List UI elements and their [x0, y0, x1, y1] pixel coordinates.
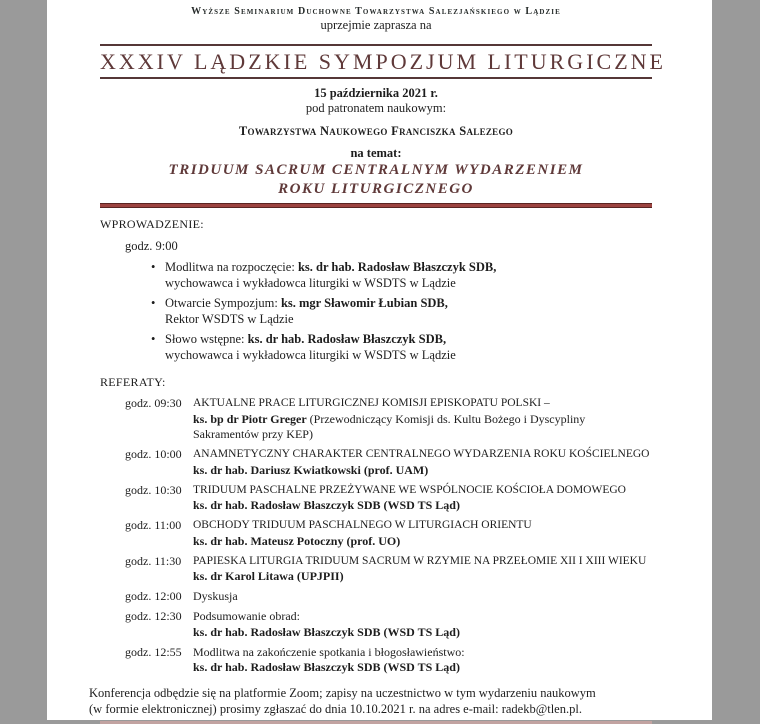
talk-body — [193, 483, 652, 514]
talk-title: Podsumowanie obrad: — [193, 609, 300, 623]
introduction-item — [165, 296, 652, 327]
talk-time: godz. 10:30 — [125, 482, 182, 497]
document-page — [47, 0, 712, 720]
talk-time: godz. 09:30 — [125, 396, 182, 410]
talk-title: OBCHODY TRIDUUM PASCHALNEGO W LITURGIACH ORIENTU — [193, 519, 532, 531]
talk-time: godz. 12:00 — [125, 589, 182, 603]
topic-line-1: TRIDUUM SACRUM CENTRALNYM WYDARZENIEM — [168, 162, 584, 178]
talk-body — [193, 447, 652, 478]
section-divider-rule — [100, 203, 652, 208]
introduction-heading: WPROWADZENIE: — [100, 217, 204, 231]
talk-speaker: ks. dr hab. Radosław Błaszczyk SDB (WSD TS Ląd) — [193, 498, 460, 512]
footer-note-line-1: Konferencja odbędzie się na platformie Zoom; zapisy na uczestnictwo w tym wydarzeniu naukowym — [89, 685, 596, 700]
topic-intro: na temat: — [350, 146, 402, 160]
patronage-intro: pod patronatem naukowym: — [305, 101, 447, 115]
talks-schedule — [125, 396, 652, 676]
talk-speaker: ks. dr hab. Dariusz Kwiatkowski (prof. UAM) — [193, 462, 429, 477]
invitation-line: uprzejmie zaprasza na — [320, 18, 432, 32]
introduction-item — [165, 332, 652, 363]
talk-title: AKTUALNE PRACE LITURGICZNEJ KOMISJI EPISKOPATU POLSKI – — [193, 397, 550, 409]
talk-body — [193, 589, 652, 605]
talk-speaker: ks. dr hab. Mateusz Potoczny (prof. UO) — [193, 533, 401, 548]
talk-body — [193, 518, 652, 549]
talk-speaker: ks. dr hab. Radosław Błaszczyk SDB (WSD TS Ląd) — [193, 660, 460, 674]
bottom-divider-rule — [100, 721, 652, 724]
symposium-date: 15 października 2021 r. — [314, 86, 438, 100]
item-speaker: ks. dr hab. Radosław Błaszczyk SDB, — [247, 332, 447, 346]
footer-note — [89, 685, 663, 717]
introduction-time: godz. 9:00 — [125, 239, 178, 253]
talk-body — [193, 645, 652, 676]
item-detail: wychowawca i wykładowca liturgiki w WSDTS w Lądzie — [165, 275, 456, 290]
symposium-title: XXXIV LĄDZKIE SYMPOZJUM LITURGICZNE — [100, 49, 666, 74]
item-speaker: ks. dr hab. Radosław Błaszczyk SDB, — [297, 260, 497, 274]
document-content — [47, 0, 712, 724]
talk-time: godz. 11:30 — [125, 553, 182, 568]
speaker-name: ks. bp dr Piotr Greger — [193, 411, 307, 426]
talk-title: ANAMNETYCZNY CHARAKTER CENTRALNEGO WYDARZENIA ROKU KOŚCIELNEGO — [193, 448, 650, 460]
topic-line-2: ROKU LITURGICZNEGO — [278, 181, 474, 197]
talk-time: godz. 12:55 — [125, 644, 182, 659]
speaker-affiliation: (Przewodniczący Komisji ds. Kultu Bożego i Dyscypliny Sakramentów przy KEP) — [193, 411, 586, 441]
patron-name: Towarzystwa Naukowego Franciszka Salezego — [238, 124, 514, 138]
introduction-item — [165, 260, 652, 291]
talk-title: PAPIESKA LITURGIA TRIDUUM SACRUM W RZYMIE NA PRZEŁOMIE XII I XIII WIEKU — [193, 554, 647, 567]
item-line-1 — [165, 296, 652, 312]
talk-title: Modlitwa na zakończenie spotkania i błogosławieństwo: — [193, 644, 465, 659]
talk-time: godz. 11:00 — [125, 518, 182, 532]
symposium-title-block — [100, 44, 666, 79]
talk-time: godz. 12:30 — [125, 609, 182, 623]
item-detail: Rektor WSDTS w Lądzie — [165, 311, 294, 326]
footer-note-line-2: (w formie elektronicznej) prosimy zgłaszać do dnia 10.10.2021 r. na adres e-mail: radekb@tlen.pl. — [89, 701, 582, 716]
talk-title: Dyskusja — [193, 589, 238, 603]
talk-body — [193, 396, 652, 443]
seminary-name: Wyższe Seminarium Duchowne Towarzystwa Salezjańskiego w Lądzie — [191, 6, 561, 17]
item-lead: Otwarcie Sympozjum: — [165, 296, 281, 310]
introduction-list — [165, 260, 652, 363]
item-detail: wychowawca i wykładowca liturgiki w WSDTS w Lądzie — [165, 347, 456, 362]
item-line-1 — [165, 332, 652, 348]
talk-speaker: ks. dr Karol Litawa (UPJPII) — [193, 569, 344, 583]
talk-title: TRIDUUM PASCHALNE PRZEŻYWANE WE WSPÓLNOCIE KOŚCIOŁA DOMOWEGO — [193, 483, 626, 496]
item-line-1 — [165, 260, 652, 276]
talk-speaker — [193, 412, 652, 443]
item-lead: Modlitwa na rozpoczęcie: — [165, 260, 298, 274]
talks-heading: REFERATY: — [100, 375, 166, 389]
talk-body — [193, 554, 652, 585]
item-lead: Słowo wstępne: — [165, 332, 248, 346]
item-speaker: ks. mgr Sławomir Łubian SDB, — [280, 296, 448, 310]
talk-time: godz. 10:00 — [125, 447, 182, 461]
talk-speaker: ks. dr hab. Radosław Błaszczyk SDB (WSD TS Ląd) — [193, 624, 460, 639]
talk-body — [193, 609, 652, 640]
